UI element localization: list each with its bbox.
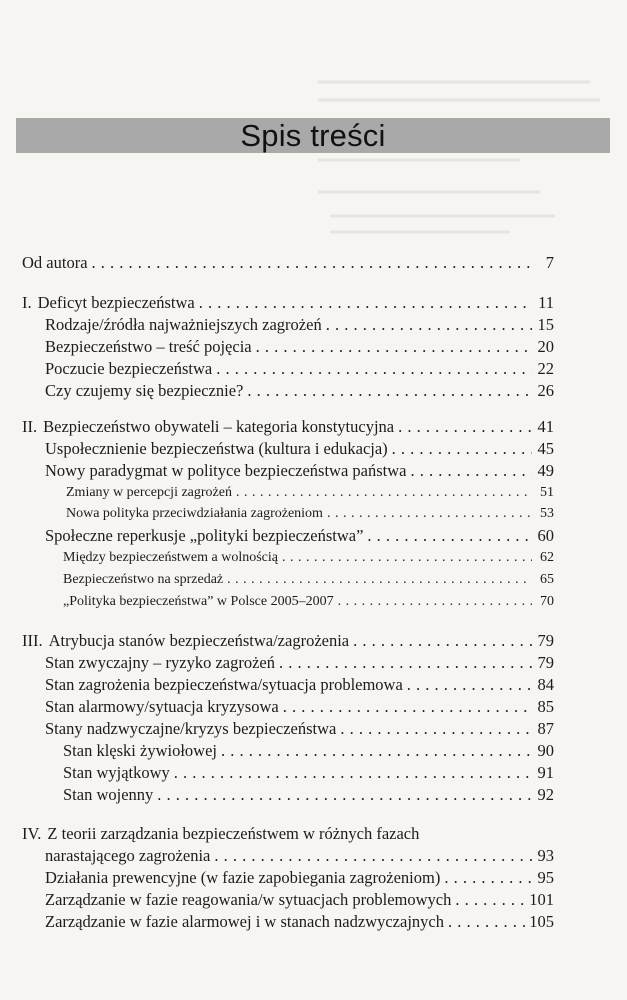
dot-leader [327,503,532,525]
toc-entry-title: Bezpieczeństwo – treść pojęcia [45,337,252,356]
dot-leader [326,314,532,336]
chapter-number: II. [22,417,38,436]
toc-subentry [63,569,554,591]
toc-entry-title: Bezpieczeństwo na sprzedaż [63,572,224,587]
dot-leader [279,652,532,674]
dot-leader [398,416,532,438]
toc-subentry [63,762,554,784]
toc-entry-title: narastającego zagrożenia [45,846,211,865]
toc-entry-title: Deficyt bezpieczeństwa [37,293,195,312]
toc-subentry [63,591,554,613]
toc-entry [45,314,554,336]
toc-entry-title: Nowa polityka przeciwdziałania zagrożeniom [66,506,323,521]
toc-entry [45,867,554,889]
toc-chapter [22,823,554,845]
toc-entry-title: Zarządzanie w fazie alarmowej i w stanach nadzwyczajnych [45,912,444,931]
toc-entry-title: Bezpieczeństwo obywateli – kategoria konstytucyjna [43,417,395,436]
toc-entry-page: 22 [537,359,554,378]
toc-entry-page: 70 [540,594,554,609]
toc-subentry [66,503,554,525]
chapter-number: IV. [22,824,42,843]
dot-leader [236,482,532,504]
dot-leader [283,696,532,718]
toc-entry-page: 101 [529,890,554,909]
toc-entry-title: Poczucie bezpieczeństwa [45,359,213,378]
toc-entry [45,674,554,696]
toc-subentry [63,784,554,806]
toc-entry-page: 95 [537,868,554,887]
toc-entry-page: 53 [540,506,554,521]
toc-entry-title: Zmiany w percepcji zagrożeń [66,485,232,500]
toc-entry-title: Rodzaje/źródła najważniejszych zagrożeń [45,315,322,334]
chapter-number: I. [22,293,32,312]
toc-entry-page: 7 [545,253,554,272]
toc-entry-page: 11 [538,293,554,312]
chapter-number: III. [22,631,43,650]
toc-entry-title: Stan zagrożenia bezpieczeństwa/sytuacja problemowa [45,675,403,694]
toc-entry-title: Stan klęski żywiołowej [63,741,217,760]
dot-leader [221,740,532,762]
dot-leader [157,784,532,806]
toc-entry-page: 84 [537,675,554,694]
toc-entry-title: Między bezpieczeństwem a wolnością [63,550,278,565]
toc-entry-title: Nowy paradygmat w polityce bezpieczeństwa państwa [45,461,407,480]
toc-entry-title: Stan wyjątkowy [63,763,170,782]
toc-entry-title: Stan zwyczajny – ryzyko zagrożeń [45,653,275,672]
toc-entry [45,358,554,380]
toc-entry-page: 45 [537,439,554,458]
dot-leader [214,845,532,867]
toc-entry [45,525,554,547]
dot-leader [256,336,532,358]
toc-entry [45,380,554,402]
dot-leader [282,547,532,569]
toc-entry-page: 15 [537,315,554,334]
toc-entry-title: Uspołecznienie bezpieczeństwa (kultura i edukacja) [45,439,388,458]
toc-entry [45,460,554,482]
toc-entry [45,336,554,358]
toc-entry [45,889,554,911]
toc-entry-page: 79 [537,653,554,672]
dot-leader [367,525,532,547]
toc-entry-page: 105 [529,912,554,931]
toc-entry [45,438,554,460]
toc-entry-title: Z teorii zarządzania bezpieczeństwem w różnych fazach [47,824,420,843]
dot-leader [411,460,533,482]
toc-entry-page: 20 [537,337,554,356]
dot-leader [216,358,532,380]
dot-leader [448,911,525,933]
toc-entry-page: 41 [537,417,554,436]
toc-subentry [63,740,554,762]
dot-leader [353,630,532,652]
toc-entry-page: 49 [537,461,554,480]
toc-chapter [22,292,554,314]
dot-leader [227,569,532,591]
toc-subentry [66,482,554,504]
toc-entry-title: Od autora [22,253,88,272]
toc-entry-page: 51 [540,485,554,500]
toc-entry-page: 92 [537,785,554,804]
toc-chapter [22,416,554,438]
dot-leader [199,292,532,314]
toc-entry-title: Atrybucja stanów bezpieczeństwa/zagrożenia [48,631,350,650]
toc-entry-page: 90 [537,741,554,760]
title-band [16,118,610,153]
toc-entry-page: 60 [537,526,554,545]
toc-entry-page: 65 [540,572,554,587]
toc-entry-page: 87 [537,719,554,738]
toc-entry-page: 79 [537,631,554,650]
dot-leader [174,762,532,784]
toc-entry-title: Stan wojenny [63,785,154,804]
toc-entry [22,252,554,274]
toc-entry-page: 91 [537,763,554,782]
toc-entry-title: Czy czujemy się bezpiecznie? [45,381,244,400]
toc-entry [45,718,554,740]
page-title: Spis treści [240,117,386,153]
dot-leader [392,438,532,460]
dot-leader [407,674,532,696]
toc-entry-title: Stany nadzwyczajne/kryzys bezpieczeństwa [45,719,337,738]
toc-entry [45,652,554,674]
toc-entry-page: 26 [537,381,554,400]
dot-leader [338,591,532,613]
toc-entry [45,845,554,867]
toc-entry [45,696,554,718]
toc-subentry [63,547,554,569]
dot-leader [340,718,532,740]
toc-entry-page: 85 [537,697,554,716]
dot-leader [92,252,532,274]
toc-entry-title: Zarządzanie w fazie reagowania/w sytuacjach problemowych [45,890,452,909]
toc-entry-title: Stan alarmowy/sytuacja kryzysowa [45,697,279,716]
toc-entry-title: Społeczne reperkusje „polityki bezpieczeństwa” [45,526,364,545]
toc-chapter [22,630,554,652]
toc-entry [45,911,554,933]
toc-entry-title: Działania prewencyjne (w fazie zapobiegania zagrożeniom) [45,868,441,887]
toc-entry-page: 62 [540,550,554,565]
toc-entry-page: 93 [537,846,554,865]
dot-leader [247,380,532,402]
dot-leader [455,889,525,911]
dot-leader [444,867,532,889]
toc-entry-title: „Polityka bezpieczeństwa” w Polsce 2005–2007 [63,594,334,609]
